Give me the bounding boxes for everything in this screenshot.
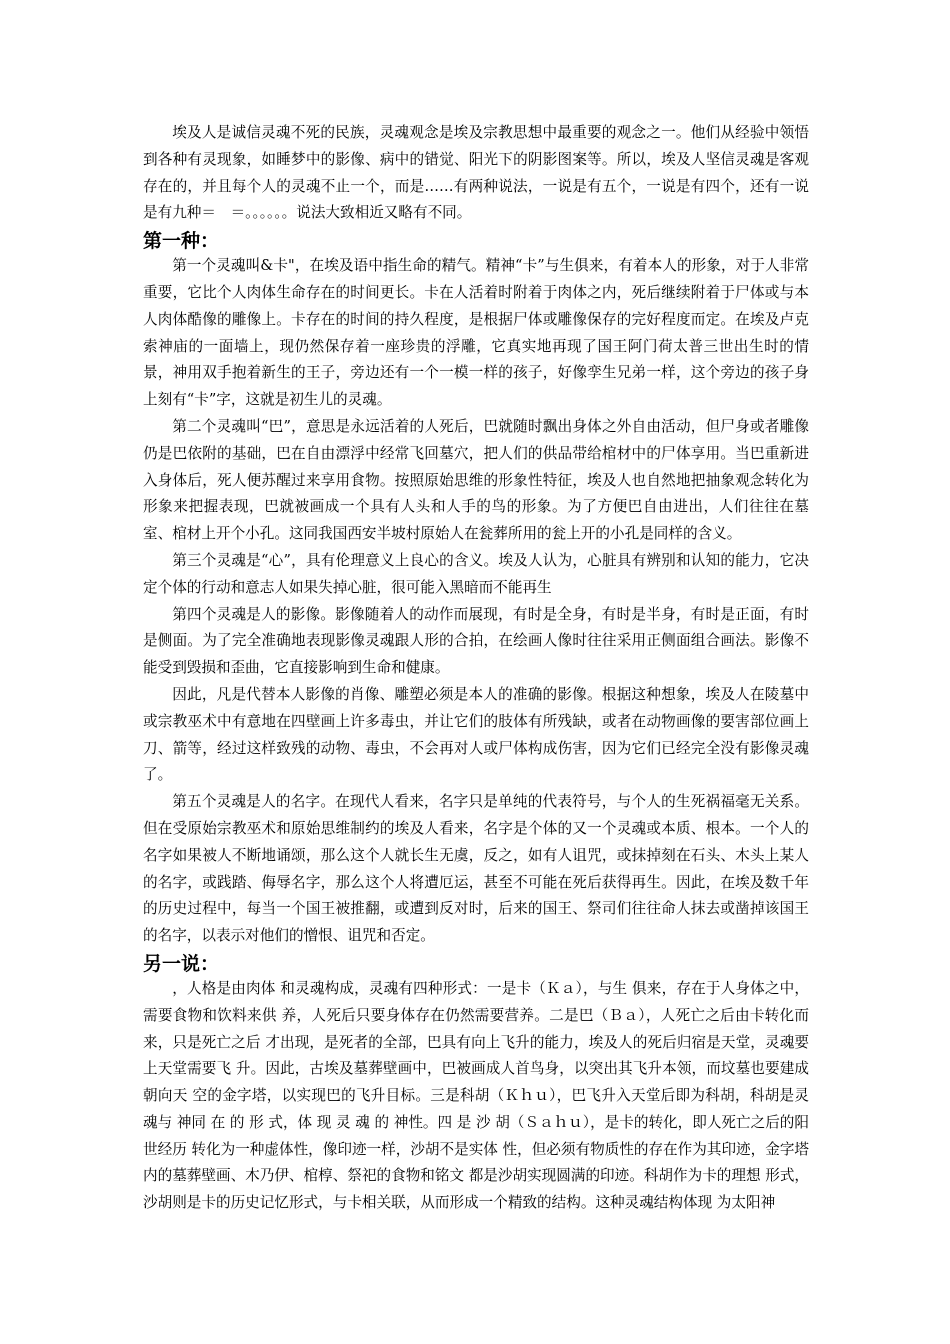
paragraph-second-soul: 第二个灵魂叫“巴”，意思是永远活着的人死后，巴就随时飘出身体之外自由活动，但尸身或者雕像仍是巴依附的基础，巴在自由漂浮中经常飞回墓穴，把人们的供品带给棺材中的尸体享用。当巴重新进入身体后，死人便苏醒过来享用食物。按照原始思维的形象性特征，埃及人也自然地把抽象观念转化为形象来把握表现，巴就被画成一个具有人头和人手的鸟的形象。为了方便巴自由进出，人们往往在墓室、棺材上开个小孔。这同我国西安半坡村原始人在瓮葬所用的瓮上开的小孔是同样的含义。 [143,417,809,543]
paragraph-fifth-soul: 第五个灵魂是人的名字。在现代人看来，名字只是单纯的代表符号，与个人的生死祸福毫无关系。但在受原始宗教巫术和原始思维制约的埃及人看来，名字是个体的又一个灵魂或本质、根本。一个人的名字如果被人不断地诵颂，那么这个人就长生无虞，反之，如有人诅咒，或抹掉刻在石头、木头上某人的名字，或践踏、侮辱名字，那么这个人将遭厄运，甚至不可能在死后获得再生。因此，在埃及数千年的历史过程中，每当一个国王被推翻，或遭到反对时，后来的国王、祭司们往往命人抹去或凿掉该国王的名字，以表示对他们的憎恨、诅咒和否定。 [143,793,809,945]
paragraph-image-consequence: 因此，凡是代替本人影像的肖像、雕塑必须是本人的准确的影像。根据这种想象，埃及人在陵墓中或宗教巫术中有意地在四壁画上许多毒虫，并让它们的肢体有所残缺，或者在动物画像的要害部位画上刀、箭等，经过这样致残的动物、毒虫，不会再对人或尸体构成伤害，因为它们已经完全没有影像灵魂了。 [143,685,809,784]
paragraph-third-soul: 第三个灵魂是“心”，具有伦理意义上良心的含义。埃及人认为，心脏具有辨别和认知的能力，它决定个体的行动和意志人如果失掉心脏，很可能入黑暗而不能再生 [143,551,809,596]
paragraph-fourth-soul: 第四个灵魂是人的影像。影像随着人的动作而展现，有时是全身，有时是半身，有时是正面，有时是侧面。为了完全准确地表现影像灵魂跟人形的合拍，在绘画人像时往往采用正侧面组合画法。影像不能受到毁损和歪曲，它直接影响到生命和健康。 [143,605,809,677]
intro-paragraph: 埃及人是诚信灵魂不死的民族，灵魂观念是埃及宗教思想中最重要的观念之一。他们从经验中领悟到各种有灵现象，如睡梦中的影像、病中的错觉、阳光下的阴影图案等。所以，埃及人坚信灵魂是客观存在的，并且每个人的灵魂不止一个，而是……有两种说法，一说是有五个，一说是有四个，还有一说是有九种＝ ＝。。。。。。说法大致相近又略有不同。 [143,124,809,222]
paragraph-another-view: ，人格是由肉体 和灵魂构成，灵魂有四种形式：一是卡（Ｋａ），与生 俱来，存在于人身体之中，需要食物和饮料来供 养，人死后只要身体存在仍然需要营养。二是巴（Ｂａ），人死亡之后由卡转化而来，只是死亡之后 才出现，是死者的全部，巴具有向上飞升的能力，埃及人的死后归宿是天堂，灵魂要上天堂需要飞 升。因此，古埃及墓葬壁画中，巴被画成人首鸟身，以突出其飞升本领，而坟墓也要建成朝向天 空的金字塔，以实现巴的飞升目标。三是科胡（Ｋｈｕ），巴飞升入天堂后即为科胡，科胡是灵魂与 神同 在 的 形 式，体 现 灵 魂 的 神性。四 是 沙 胡（Ｓａｈｕ），是卡的转化，即人死亡之后的阳世经历 转化为一种虚体性，像印迹一样，沙胡不是实体 性，但必须有物质性的存在作为其印迹，金字塔 内的墓葬壁画、木乃伊、棺椁、祭祀的食物和铭文 都是沙胡实现圆满的印迹。科胡作为卡的理想 形式，沙胡则是卡的历史记忆形式，与卡相关联，从而形成一个精致的结构。这种灵魂结构体现 为太阳神 [143,979,810,1212]
section-heading-another-view: 另一说： [143,952,220,975]
paragraph-first-soul: 第一个灵魂叫&卡"，在埃及语中指生命的精气。精神“卡”与生俱来，有着本人的形象，对于人非常重要，它比个人肉体生命存在的时间更长。卡在人活着时附着于肉体之内，死后继续附着于尸体或与本人肉体酷像的雕像上。卡存在的时间的持久程度，是根据尸体或雕像保存的完好程度而定。在埃及卢克索神庙的一面墙上，现仍然保存着一座珍贵的浮雕，它真实地再现了国王阿门荷太普三世出生时的情景，神用双手抱着新生的王子，旁边还有一个一模一样的孩子，好像孪生兄弟一样，这个旁边的孩子身上刻有“卡”字，这就是初生儿的灵魂。 [143,257,809,409]
document-page [143,120,809,1217]
section-heading-first: 第一种： [143,230,220,253]
